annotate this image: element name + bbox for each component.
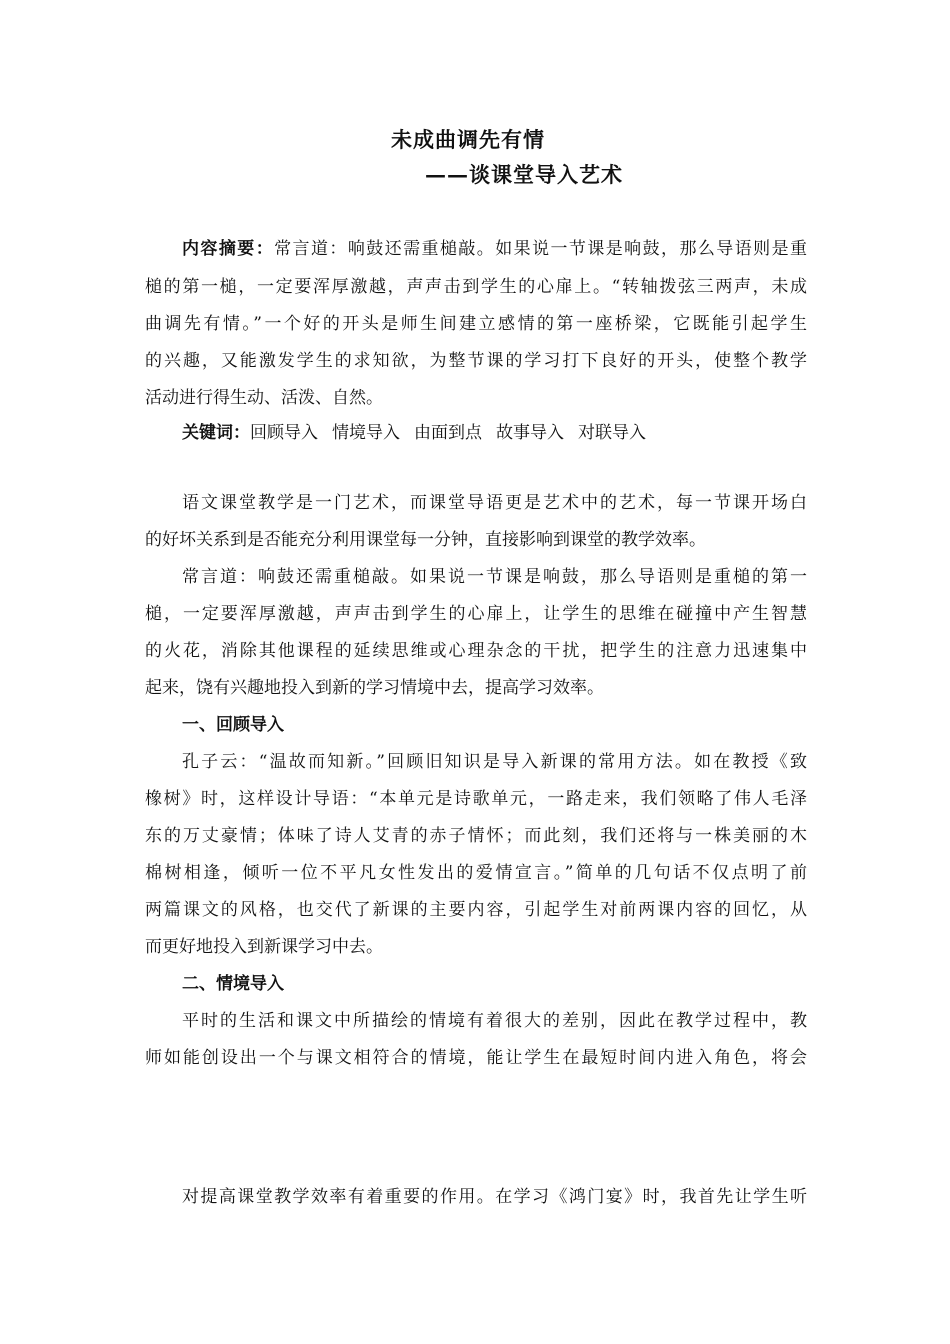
section-heading: 一、回顾导入 xyxy=(182,715,284,735)
body-line: 孔子云：“温故而知新。”回顾旧知识是导入新课的常用方法。如在教授《致 xyxy=(182,752,807,772)
body-line: 常言道：响鼓还需重槌敲。如果说一节课是响鼓，那么导语则是重槌的第一 xyxy=(182,567,807,587)
body-line: 棉树相逢，倾听一位不平凡女性发出的爱情宣言。”简单的几句话不仅点明了前 xyxy=(145,863,807,883)
abstract-line: 的兴趣，又能激发学生的求知欲，为整节课的学习打下良好的开头，使整个教学 xyxy=(145,351,807,371)
section-heading: 二、情境导入 xyxy=(182,974,284,994)
keywords-label: 关键词： xyxy=(182,423,250,443)
body-line: 平时的生活和课文中所描绘的情境有着很大的差别，因此在教学过程中，教 xyxy=(182,1011,807,1031)
body-line: 语文课堂教学是一门艺术，而课堂导语更是艺术中的艺术，每一节课开场白 xyxy=(182,493,807,513)
abstract-line: 内容摘要：常言道：响鼓还需重槌敲。如果说一节课是响鼓，那么导语则是重 xyxy=(182,239,808,259)
body-line: 的火花，消除其他课程的延续思维或心理杂念的干扰，把学生的注意力迅速集中 xyxy=(145,641,807,661)
body-line: 橡树》时，这样设计导语：“本单元是诗歌单元，一路走来，我们领略了伟人毛泽 xyxy=(145,789,807,809)
keyword: 故事导入 xyxy=(496,423,564,443)
abstract-label: 内容摘要： xyxy=(182,239,275,259)
body-line: 而更好地投入到新课学习中去。 xyxy=(145,937,383,957)
keyword: 回顾导入 xyxy=(250,423,318,443)
keywords-line xyxy=(182,422,807,444)
keyword: 由面到点 xyxy=(414,423,482,443)
keyword: 对联导入 xyxy=(578,423,646,443)
body-line: 东的万丈豪情；体味了诗人艾青的赤子情怀；而此刻，我们还将与一株美丽的木 xyxy=(145,826,807,846)
body-line: 的好坏关系到是否能充分利用课堂每一分钟，直接影响到课堂的教学效率。 xyxy=(145,530,706,550)
abstract-line: 槌的第一槌，一定要浑厚激越，声声击到学生的心扉上。“转轴拨弦三两声，未成 xyxy=(145,277,807,297)
body-line: 起来，饶有兴趣地投入到新的学习情境中去，提高学习效率。 xyxy=(145,678,604,698)
body-line: 槌，一定要浑厚激越，声声击到学生的心扉上，让学生的思维在碰撞中产生智慧 xyxy=(145,604,807,624)
abstract-line: 曲调先有情。”一个好的开头是师生间建立感情的第一座桥梁，它既能引起学生 xyxy=(145,314,807,334)
body-line: 对提高课堂教学效率有着重要的作用。在学习《鸿门宴》时，我首先让学生听 xyxy=(182,1187,807,1207)
document-subtitle: ——谈课堂导入艺术 xyxy=(425,162,623,187)
body-line: 两篇课文的风格，也交代了新课的主要内容，引起学生对前两课内容的回忆，从 xyxy=(145,900,807,920)
document-title: 未成曲调先有情 xyxy=(391,127,545,152)
body-line: 师如能创设出一个与课文相符合的情境，能让学生在最短时间内进入角色，将会 xyxy=(145,1048,807,1068)
keyword: 情境导入 xyxy=(332,423,400,443)
abstract-line: 活动进行得生动、活泼、自然。 xyxy=(145,388,383,408)
